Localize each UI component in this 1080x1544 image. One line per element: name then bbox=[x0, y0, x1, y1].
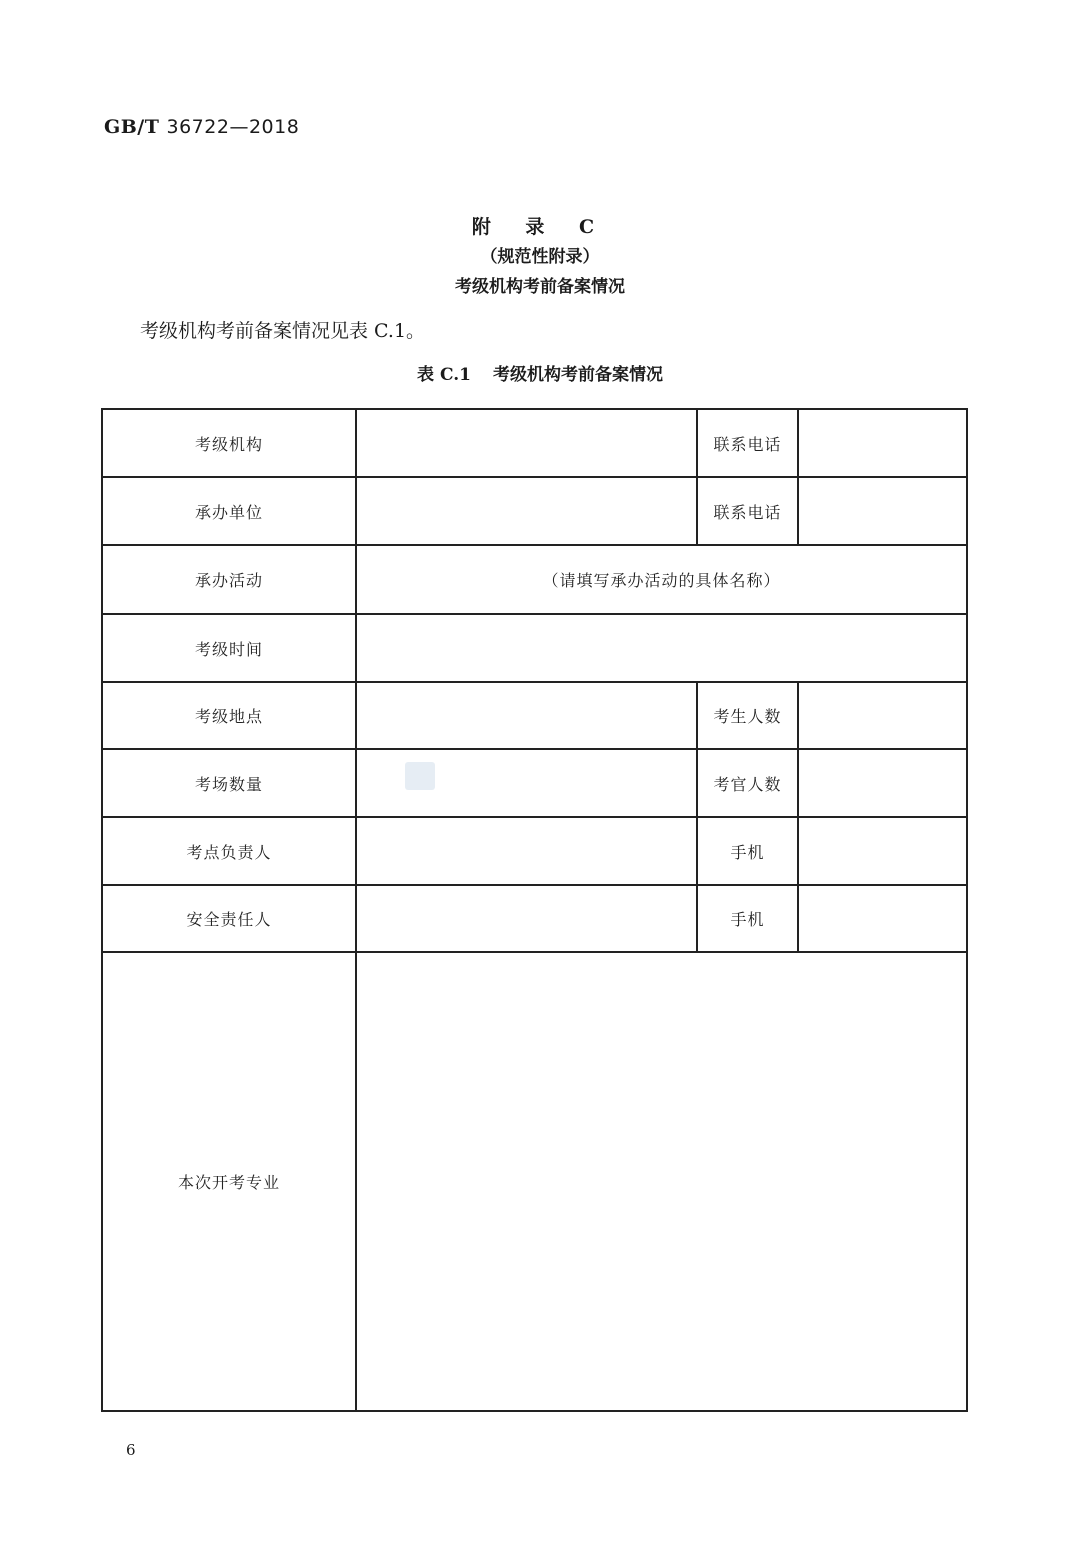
label-exam-room-count: 考场数量 bbox=[194, 774, 263, 794]
table-caption bbox=[0, 363, 1080, 387]
label-candidate-count: 考生人数 bbox=[713, 707, 782, 726]
annex-title-block bbox=[0, 214, 1080, 300]
standard-prefix: GB/T bbox=[104, 116, 160, 138]
intro-paragraph: 考级机构考前备案情况见表 C.1。 bbox=[140, 320, 426, 342]
annex-subtitle: （规范性附录） bbox=[480, 247, 600, 267]
column-divider bbox=[797, 681, 799, 951]
activity-name-hint: （请填写承办活动的具体名称） bbox=[542, 571, 781, 590]
label-safety-officer: 安全责任人 bbox=[186, 910, 272, 929]
column-divider bbox=[797, 410, 799, 544]
label-exam-institution: 考级机构 bbox=[194, 434, 263, 454]
label-host-activity: 承办活动 bbox=[194, 571, 263, 590]
label-site-supervisor: 考点负责人 bbox=[186, 842, 272, 862]
page-number: 6 bbox=[126, 1441, 136, 1459]
annex-title: 附 录 C bbox=[471, 216, 609, 238]
label-examiner-count: 考官人数 bbox=[713, 774, 782, 794]
label-mobile: 手机 bbox=[730, 910, 765, 929]
label-host-unit: 承办单位 bbox=[194, 502, 263, 522]
label-contact-phone: 联系电话 bbox=[713, 502, 782, 522]
table-title: 考级机构考前备案情况 bbox=[492, 365, 663, 385]
annex-name: 考级机构考前备案情况 bbox=[455, 277, 625, 297]
label-exam-location: 考级地点 bbox=[194, 707, 263, 726]
table-number: 表 C.1 bbox=[417, 365, 471, 385]
label-exam-time: 考级时间 bbox=[194, 639, 263, 659]
label-mobile: 手机 bbox=[730, 842, 765, 862]
record-form-table bbox=[101, 408, 968, 1412]
label-contact-phone: 联系电话 bbox=[713, 434, 782, 454]
label-exam-majors: 本次开考专业 bbox=[177, 1173, 280, 1192]
standard-number: 36722—2018 bbox=[166, 116, 300, 138]
watermark-logo bbox=[405, 762, 435, 790]
standard-code bbox=[104, 116, 299, 138]
